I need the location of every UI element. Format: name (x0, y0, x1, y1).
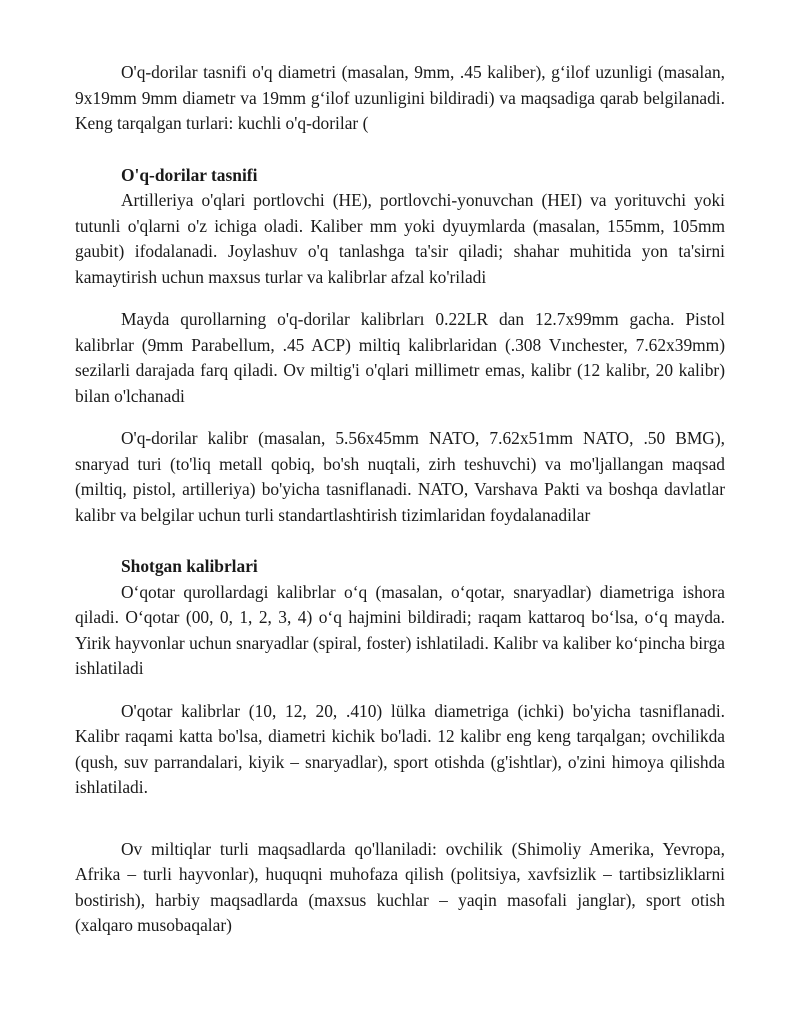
classification-paragraph: O'q-dorilar kalibr (masalan, 5.56x45mm NATO, 7.62x51mm NATO, .50 BMG), snaryad turi (to'liq metall qobiq, bo'sh nuqtali, zirh teshuvchi) va mo'ljallangan maqsad (miltiq, pistol, artilleriya) bo'yicha tasniflanadi. NATO, Varshava Pakti va boshqa davlatlar kalibr va belgilar uchun turli standartlashtirish tizimlaridan foydalanadilar (75, 428, 725, 525)
section-heading-shotgun: Shotgan kalibrlari (121, 556, 258, 576)
spacer (75, 528, 725, 554)
spacer (75, 290, 725, 307)
spacer (75, 409, 725, 426)
small-arms-paragraph: Mayda qurollarning o'q-dorilar kalibrları 0.22LR dan 12.7x99mm gacha. Pistol kalibrlar (9mm Parabellum, .45 ACP) miltiq kalibrlaridan (.308 Vınchester, 7.62x39mm) sezilarli darajada farq qiladi. Ov miltig'i o'qlari millimetr emas, kalibr (12 kalibr, 20 kalibr) bilan o'lchanadi (75, 309, 725, 406)
spacer (75, 682, 725, 699)
intro-paragraph: O'q-dorilar tasnifi o'q diametri (masalan, 9mm, .45 kaliber), g‘ilof uzunligi (masalan, 9x19mm 9mm diametr va 19mm g‘ilof uzunligini bildiradi) va maqsadiga qarab belgilanadi. Keng tarqalgan turlari: kuchli o'q-dorilar ( (75, 62, 725, 133)
shotgun-paragraph-2: O'qotar kalibrlar (10, 12, 20, .410) lülka diametriga (ichki) bo'yicha tasniflanadi. Kalibr raqami katta bo'lsa, diametri kichik bo'ladi. 12 kalibr eng keng tarqalgan; ovchilikda (qush, suv parrandalari, kiyik – snaryadlar), sport otishda (g'ishtlar), o'zini himoya qilishda ishlatiladi. (75, 700, 725, 797)
document-page (75, 60, 725, 939)
spacer (75, 801, 725, 837)
spacer (75, 137, 725, 163)
shotgun-paragraph-1: O‘qotar qurollardagi kalibrlar o‘q (masalan, o‘qotar, snaryadlar) diametriga ishora qiladi. O‘qotar (00, 0, 1, 2, 3, 4) o‘q hajmini bildiradi; raqam kattaroq bo‘lsa, o‘q mayda. Yirik hayvonlar uchun snaryadlar (spiral, foster) ishlatiladi. Kalibr va kaliber ko‘pincha birga ishlatiladi (75, 581, 725, 678)
section-heading-classification: O'q-dorilar tasnifi (121, 164, 258, 185)
artillery-paragraph: Artilleriya o'qlari portlovchi (HE), portlovchi-yonuvchan (HEI) va yorituvchi yoki tutunli o'qlarni o'z ichiga oladi. Kaliber mm yoki dyuymlarda (masalan, 155mm, 105mm gaubit) ifodalanadi. Joylashuv o'q tanlashga ta'sir qiladi; shahar muhitida yon ta'sirni kamaytirish uchun maxsus turlar va kalibrlar afzal ko'riladi (75, 190, 725, 287)
rifles-paragraph: Ov miltiqlar turli maqsadlarda qo'llaniladi: ovchilik (Shimoliy Amerika, Yevropa, Afrika – turli hayvonlar), huquqni muhofaza qilish (politsiya, xavfsizlik – tartibsizliklarni bostirish), harbiy maqsadlarda (maxsus kuchlar – yaqin masofali janglar), sport otish (xalqaro musobaqalar) (75, 838, 725, 935)
